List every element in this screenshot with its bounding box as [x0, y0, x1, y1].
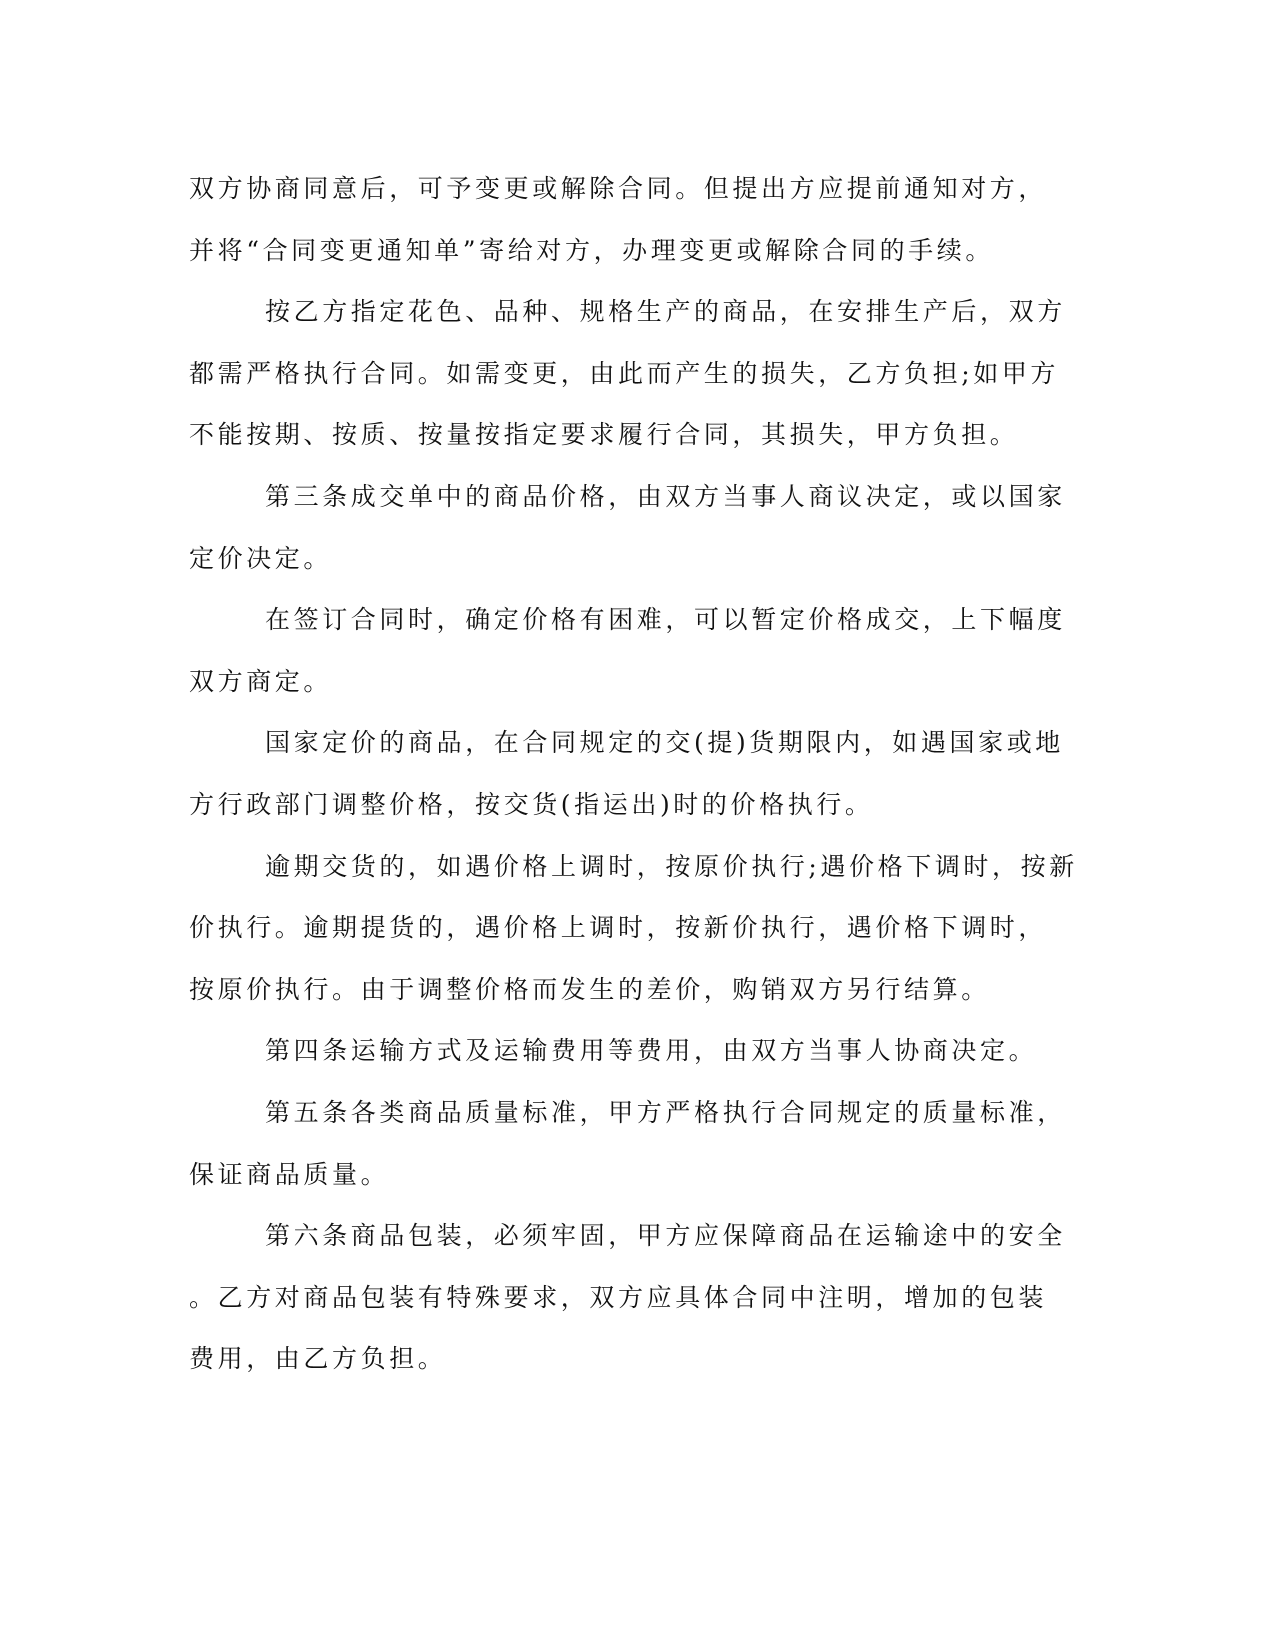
- paragraph-first-line: 按乙方指定花色、品种、规格生产的商品，在安排生产后，双方: [265, 297, 1066, 327]
- paragraph-first-line: 第五条各类商品质量标准，甲方严格执行合同规定的质量标准，: [265, 1097, 1066, 1127]
- text-line: 双方协商同意后，可予变更或解除合同。但提出方应提前通知对方，: [189, 174, 1048, 203]
- paragraph-first-line: 第六条商品包装，必须牢固，甲方应保障商品在运输途中的安全: [265, 1221, 1066, 1251]
- paragraph-first-line: 国家定价的商品，在合同规定的交(提)货期限内，如遇国家或地: [265, 728, 1064, 758]
- document-body: [189, 158, 1079, 1390]
- text-line: 双方商定。: [189, 666, 333, 696]
- paragraph-first-line: 在签订合同时，确定价格有困难，可以暂定价格成交，上下幅度: [265, 605, 1066, 635]
- text-line: 定价决定。: [189, 543, 333, 573]
- paragraph-first-line: 第四条运输方式及运输费用等费用，由双方当事人协商决定。: [265, 1036, 1038, 1066]
- text-line: 不能按期、按质、按量按指定要求履行合同，其损失，甲方负担。: [189, 420, 1019, 450]
- text-line: 费用，由乙方负担。: [189, 1344, 447, 1374]
- text-line: 按原价执行。由于调整价格而发生的差价，购销双方另行结算。: [189, 974, 990, 1004]
- text-line: 都需严格执行合同。如需变更，由此而产生的损失，乙方负担;如甲方: [189, 358, 1060, 388]
- text-line: 保证商品质量。: [189, 1159, 390, 1189]
- paragraph-first-line: 第三条成交单中的商品价格，由双方当事人商议决定，或以国家: [265, 481, 1066, 511]
- text-line: 价执行。逾期提货的，遇价格上调时，按新价执行，遇价格下调时，: [189, 913, 1048, 943]
- paragraph-first-line: 逾期交货的，如遇价格上调时，按原价执行;遇价格下调时，按新: [265, 851, 1078, 881]
- text-line: 并将“合同变更通知单”寄给对方，办理变更或解除合同的手续。: [189, 235, 994, 265]
- text-line: 。乙方对商品包装有特殊要求，双方应具体合同中注明，增加的包装: [189, 1282, 1048, 1312]
- text-line: 方行政部门调整价格，按交货(指运出)时的价格执行。: [189, 789, 874, 819]
